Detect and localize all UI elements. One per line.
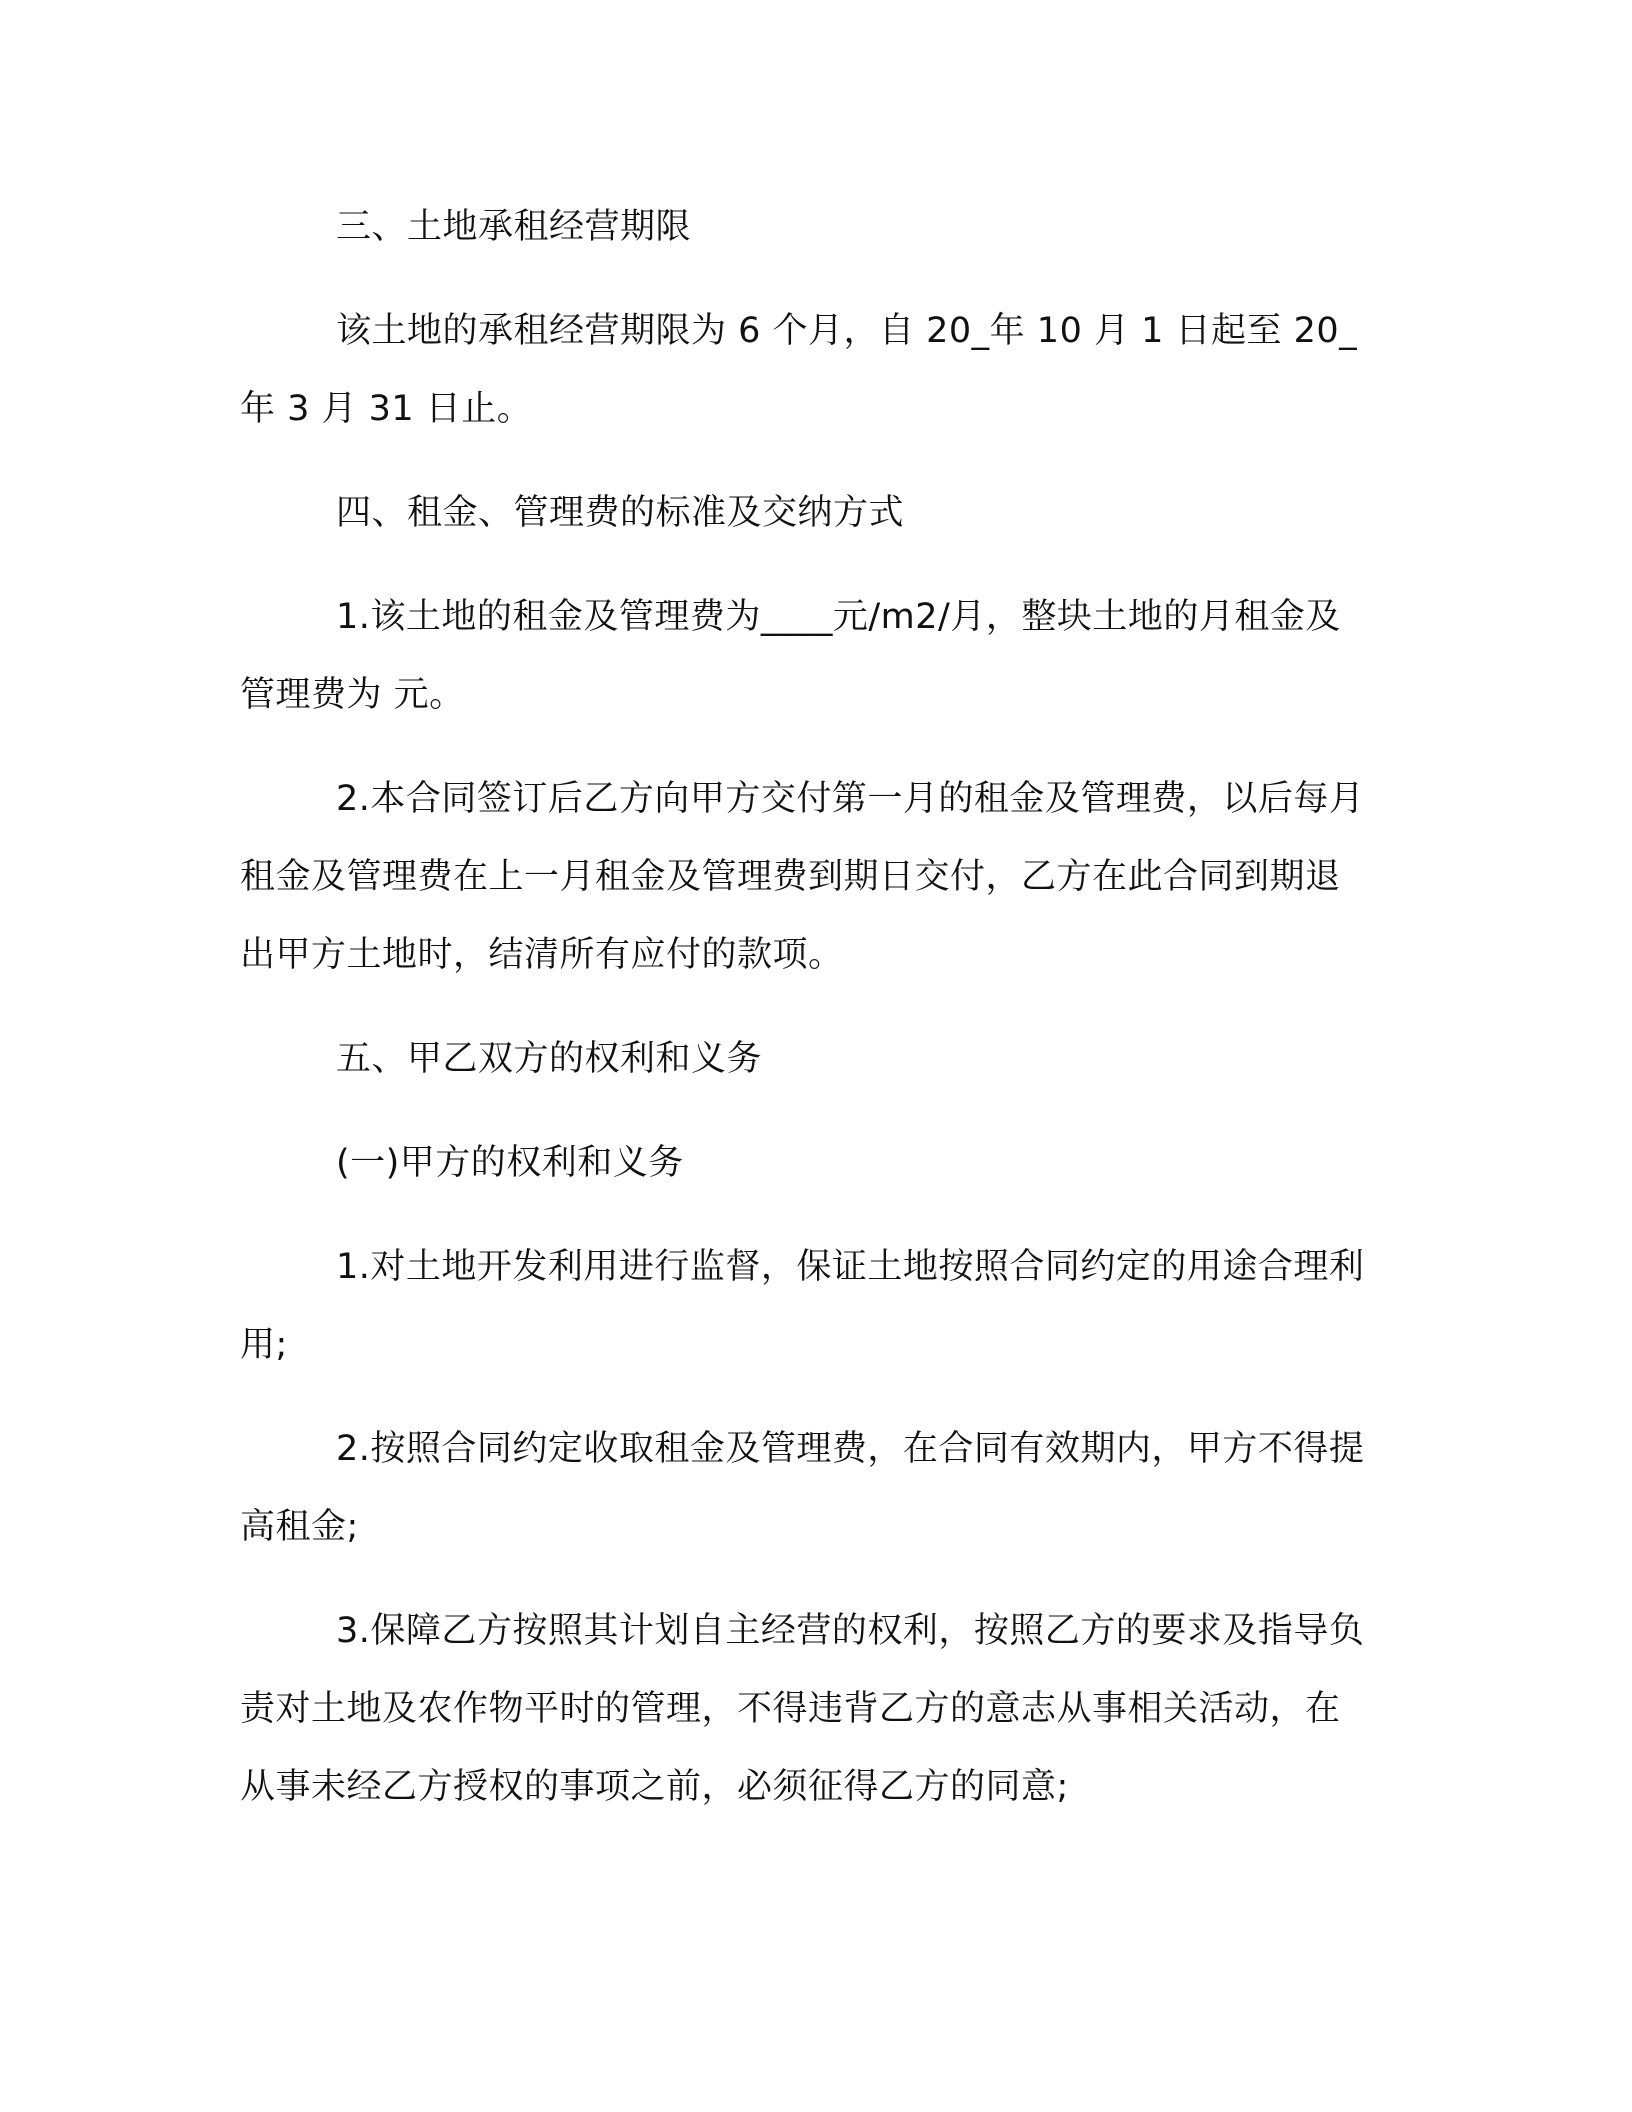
paragraph-lease-term: 该土地的承租经营期限为 6 个月，自 20_年 10 月 1 日起至 20_年 3 月 31 日止。 [240, 311, 1358, 429]
paragraph-gap [240, 1098, 1372, 1124]
paragraph-gap [240, 1384, 1372, 1410]
paragraph-gap [240, 448, 1372, 474]
paragraph-gap [240, 1566, 1372, 1592]
paragraph-gap [240, 1202, 1372, 1228]
paragraph-rent-rate: 1.该土地的租金及管理费为____元/m2/月，整块土地的月租金及管理费为 元。 [240, 597, 1341, 715]
section-heading-rent-fees: 四、租金、管理费的标准及交纳方式 [336, 493, 905, 533]
paragraph-gap [240, 552, 1372, 578]
paragraph-gap [240, 734, 1372, 760]
paragraph-party-a-item-1: 1.对土地开发利用进行监督，保证土地按照合同约定的用途合理利用; [240, 1247, 1365, 1365]
paragraph-gap [240, 266, 1372, 292]
section-heading-lease-term: 三、土地承租经营期限 [336, 207, 692, 247]
paragraph-party-a-item-3: 3.保障乙方按照其计划自主经营的权利，按照乙方的要求及指导负责对土地及农作物平时的管理，不得违背乙方的意志从事相关活动，在从事未经乙方授权的事项之前，必须征得乙方的同意; [240, 1611, 1365, 1807]
section-heading-rights-obligations: 五、甲乙双方的权利和义务 [336, 1039, 763, 1079]
paragraph-party-a-item-2: 2.按照合同约定收取租金及管理费，在合同有效期内，甲方不得提高租金; [240, 1429, 1365, 1547]
paragraph-rent-payment: 2.本合同签订后乙方向甲方交付第一月的租金及管理费，以后每月租金及管理费在上一月租金及管理费到期日交付，乙方在此合同到期退出甲方土地时，结清所有应付的款项。 [240, 779, 1365, 975]
subsection-heading-party-a: (一)甲方的权利和义务 [336, 1143, 684, 1183]
document-body [240, 188, 1372, 1826]
paragraph-gap [240, 994, 1372, 1020]
